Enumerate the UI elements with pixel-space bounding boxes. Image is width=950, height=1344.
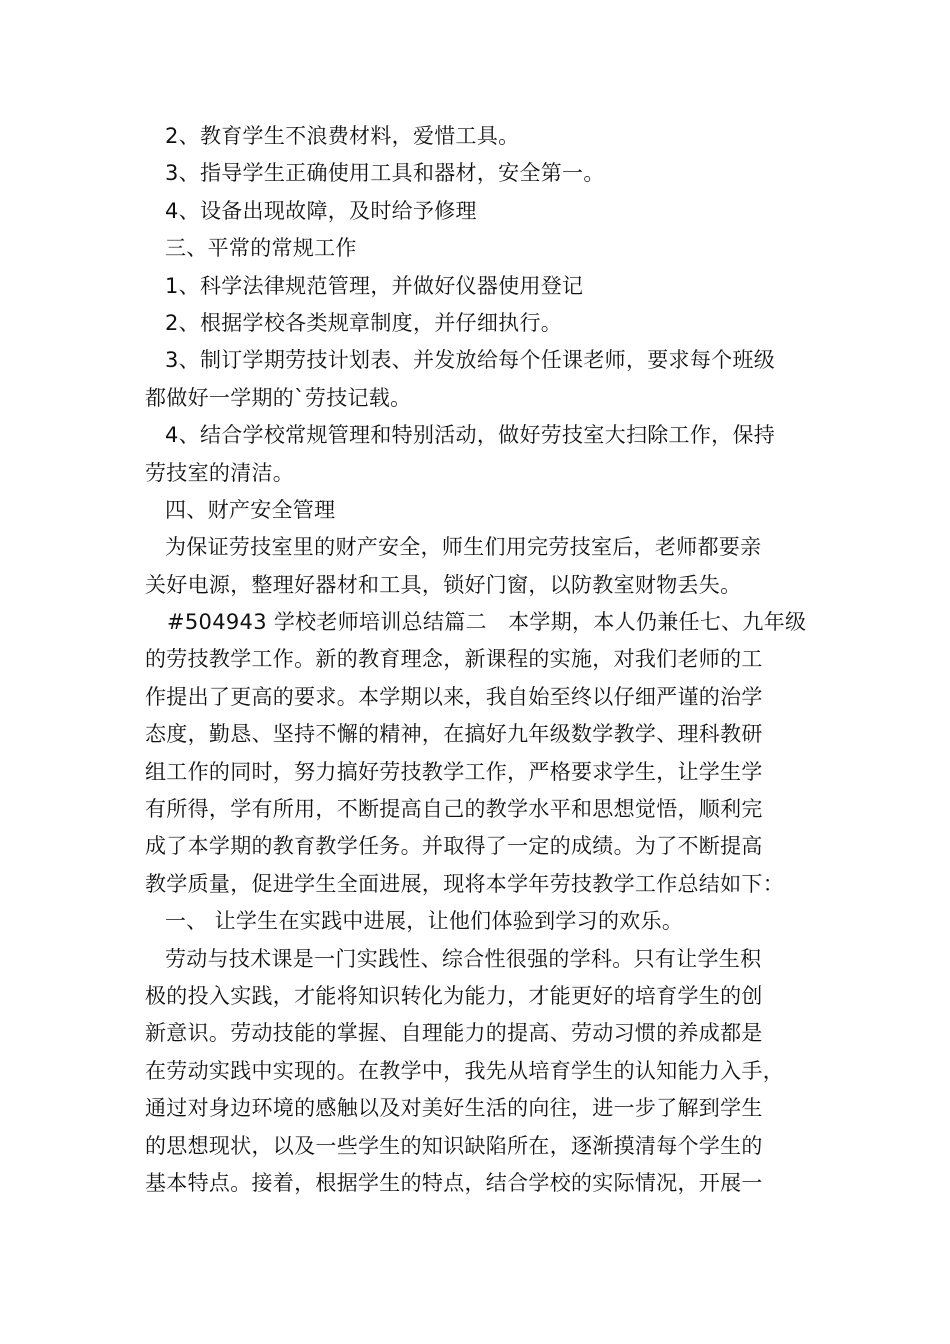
text-line: 三、平常的常规工作 <box>165 236 357 261</box>
text-line: 新意识。劳动技能的掌握、自理能力的提高、劳动习惯的养成都是 <box>145 1021 763 1046</box>
text-line: 劳技室的清洁。 <box>145 460 295 485</box>
text-line: 为保证劳技室里的财产安全，师生们用完劳技室后，老师都要亲 <box>165 535 762 560</box>
text-line: 的思想现状，以及一些学生的知识缺陷所在，逐渐摸清每个学生的 <box>145 1133 763 1158</box>
text-line: 4、结合学校常规管理和特别活动，做好劳技室大扫除工作，保持 <box>165 423 776 448</box>
text-line: 通过对身边环境的感触以及对美好生活的向往，进一步了解到学生 <box>145 1096 763 1121</box>
text-line: 四、财产安全管理 <box>165 497 336 522</box>
text-line: 有所得，学有所用，不断提高自己的教学水平和思想觉悟，顺利完 <box>145 797 763 822</box>
text-line: 态度，勤恳、坚持不懈的精神，在搞好九年级数学教学、理科教研 <box>145 722 763 747</box>
text-line: 3、指导学生正确使用工具和器材，安全第一。 <box>165 161 605 186</box>
text-line: 关好电源，整理好器材和工具，锁好门窗，以防教室财物丢失。 <box>145 572 742 597</box>
text-line: #504943 学校老师培训总结篇二 本学期，本人仍兼任七、九年级 <box>167 610 807 635</box>
text-line: 劳动与技术课是一门实践性、综合性很强的学科。只有让学生积 <box>165 946 762 971</box>
document-body <box>145 118 825 1202</box>
text-line: 在劳动实践中实现的。在教学中，我先从培育学生的认知能力入手， <box>145 1058 784 1083</box>
text-line: 作提出了更高的要求。本学期以来，我自始至终以仔细严谨的治学 <box>145 684 763 709</box>
text-line: 成了本学期的教育教学任务。并取得了一定的成绩。为了不断提高 <box>145 834 763 859</box>
text-line: 的劳技教学工作。新的教育理念，新课程的实施，对我们老师的工 <box>145 647 763 672</box>
text-line: 1、科学法律规范管理，并做好仪器使用登记 <box>165 273 584 298</box>
text-line: 组工作的同时，努力搞好劳技教学工作，严格要求学生，让学生学 <box>145 759 763 784</box>
text-line: 2、根据学校各类规章制度，并仔细执行。 <box>165 310 563 335</box>
text-line: 极的投入实践，才能将知识转化为能力，才能更好的培育学生的创 <box>145 983 763 1008</box>
text-line: 4、设备出现故障，及时给予修理 <box>165 198 477 223</box>
text-line: 2、教育学生不浪费材料，爱惜工具。 <box>165 124 520 148</box>
text-line: 都做好一学期的`劳技记载。 <box>145 385 412 410</box>
text-line: 一、 让学生在实践中进展，让他们体验到学习的欢乐。 <box>165 909 684 934</box>
text-line: 基本特点。接着，根据学生的特点，结合学校的实际情况，开展一 <box>145 1170 763 1195</box>
text-line: 教学质量，促进学生全面进展，现将本学年劳技教学工作总结如下： <box>145 871 784 896</box>
text-line: 3、制订学期劳技计划表、并发放给每个任课老师，要求每个班级 <box>165 348 776 373</box>
